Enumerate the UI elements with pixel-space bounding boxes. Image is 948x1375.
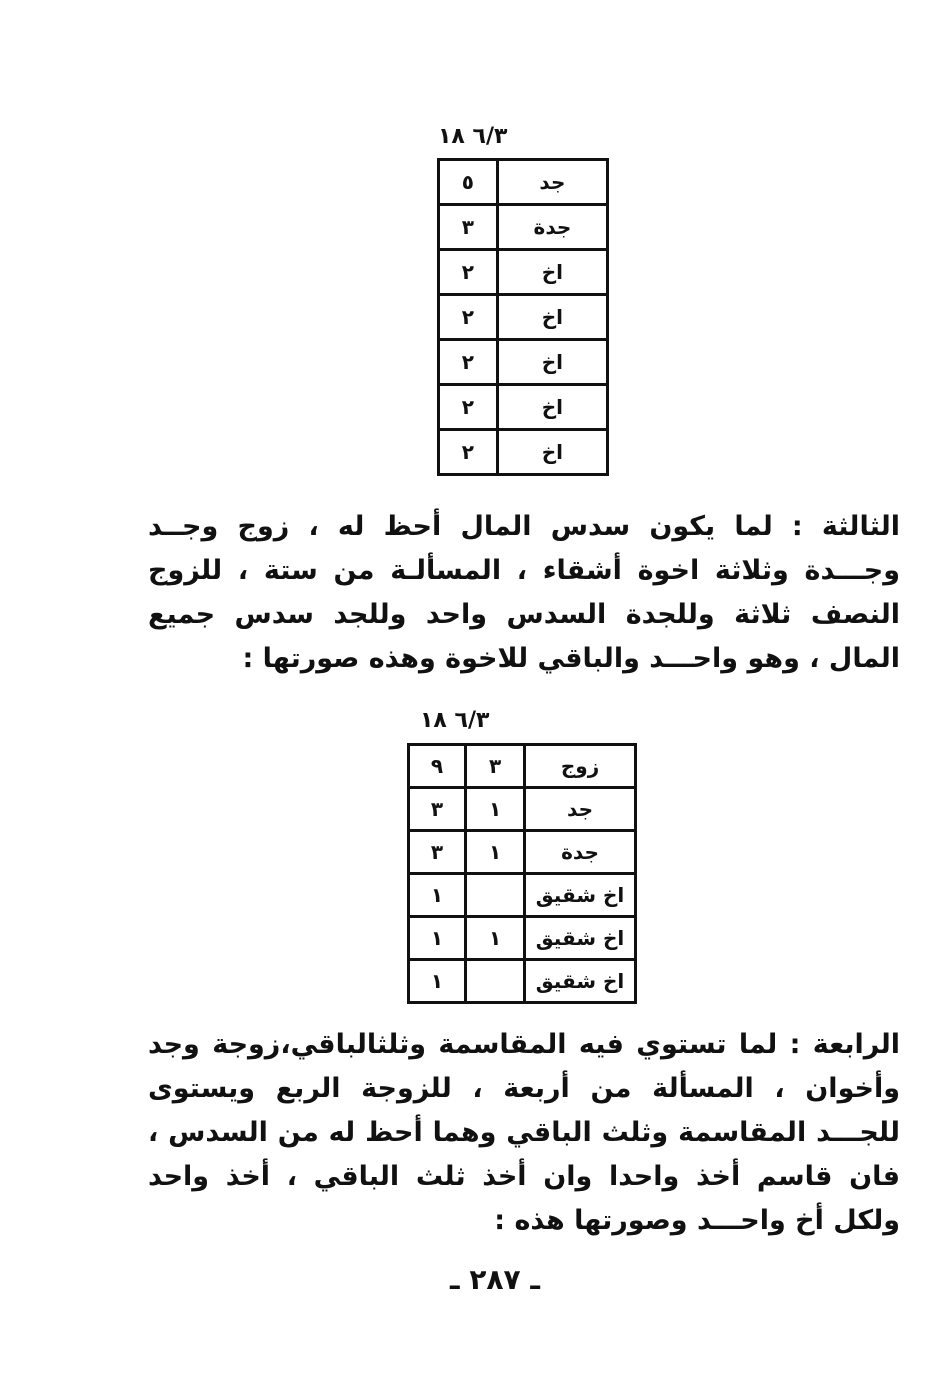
- share-18-cell: ٩: [409, 745, 466, 788]
- table-row: [409, 831, 636, 874]
- share-cell: ٢: [439, 430, 498, 475]
- share-cell: ٢: [439, 385, 498, 430]
- heir-cell: اخ: [497, 295, 607, 340]
- paragraph-third-case: الثالثة : لما يكون سدس المال أحظ له ، زوج وجــد وجـــدة وثلاثة اخوة أشقاء ، المسألـة من ستة ، للزوج النصف ثلاثة وللجدة السدس واحد وللجد سدس جميع المال ، وهو واحـــد والباقي للاخوة وهذه صورتها :: [148, 511, 900, 674]
- table-row: [439, 295, 608, 340]
- heir-cell: جد: [497, 160, 607, 205]
- heir-cell: اخ شقيق: [525, 874, 636, 917]
- share-18-cell: ١: [409, 874, 466, 917]
- table-row: [409, 917, 636, 960]
- share-6-cell: [466, 874, 525, 917]
- table2-header: ٦/٣ ١٨: [420, 708, 490, 733]
- inheritance-table-1: [437, 158, 609, 476]
- heir-cell: اخ شقيق: [525, 960, 636, 1003]
- share-18-cell: ٣: [409, 788, 466, 831]
- heir-cell: جدة: [525, 831, 636, 874]
- share-6-cell: ١: [466, 788, 525, 831]
- table-row: [439, 340, 608, 385]
- heir-cell: اخ: [497, 385, 607, 430]
- table-row: [409, 788, 636, 831]
- table-row: [409, 960, 636, 1003]
- page-number: ـ ٢٨٧ ـ: [450, 1263, 540, 1296]
- table-row: [439, 385, 608, 430]
- share-18-cell: ١: [409, 917, 466, 960]
- table1-header: ٦/٣ ١٨: [438, 124, 508, 149]
- heir-cell: اخ: [497, 340, 607, 385]
- share-18-cell: ١: [409, 960, 466, 1003]
- share-cell: ٣: [439, 205, 498, 250]
- share-6-cell: ١: [466, 831, 525, 874]
- table-row: [439, 430, 608, 475]
- heir-cell: جد: [525, 788, 636, 831]
- share-6-cell: ٣: [466, 745, 525, 788]
- heir-cell: اخ شقيق: [525, 917, 636, 960]
- share-cell: ٢: [439, 250, 498, 295]
- heir-cell: زوج: [525, 745, 636, 788]
- share-cell: ٥: [439, 160, 498, 205]
- paragraph-fourth-case: الرابعة : لما تستوي فيه المقاسمة وثلثالباقي،زوجة وجد وأخوان ، المسألة من أربعة ، للزوجة الربع ويستوى للجـــد المقاسمة وثلث الباقي وهما أحظ له من السدس ، فان قاسم أخذ واحدا وان أخذ ثلث الباقي ، أخذ واحد ولكل أخ واحـــد وصورتها هذه :: [148, 1029, 900, 1236]
- share-18-cell: ٣: [409, 831, 466, 874]
- heir-cell: اخ: [497, 430, 607, 475]
- table-row: [409, 874, 636, 917]
- share-cell: ٢: [439, 340, 498, 385]
- table-row: [439, 205, 608, 250]
- heir-cell: اخ: [497, 250, 607, 295]
- heir-cell: جدة: [497, 205, 607, 250]
- table-row: [439, 250, 608, 295]
- share-6-cell: [466, 960, 525, 1003]
- inheritance-table-2: [407, 743, 637, 1004]
- table-row: [439, 160, 608, 205]
- table-row: [409, 745, 636, 788]
- share-cell: ٢: [439, 295, 498, 340]
- share-6-cell: ١: [466, 917, 525, 960]
